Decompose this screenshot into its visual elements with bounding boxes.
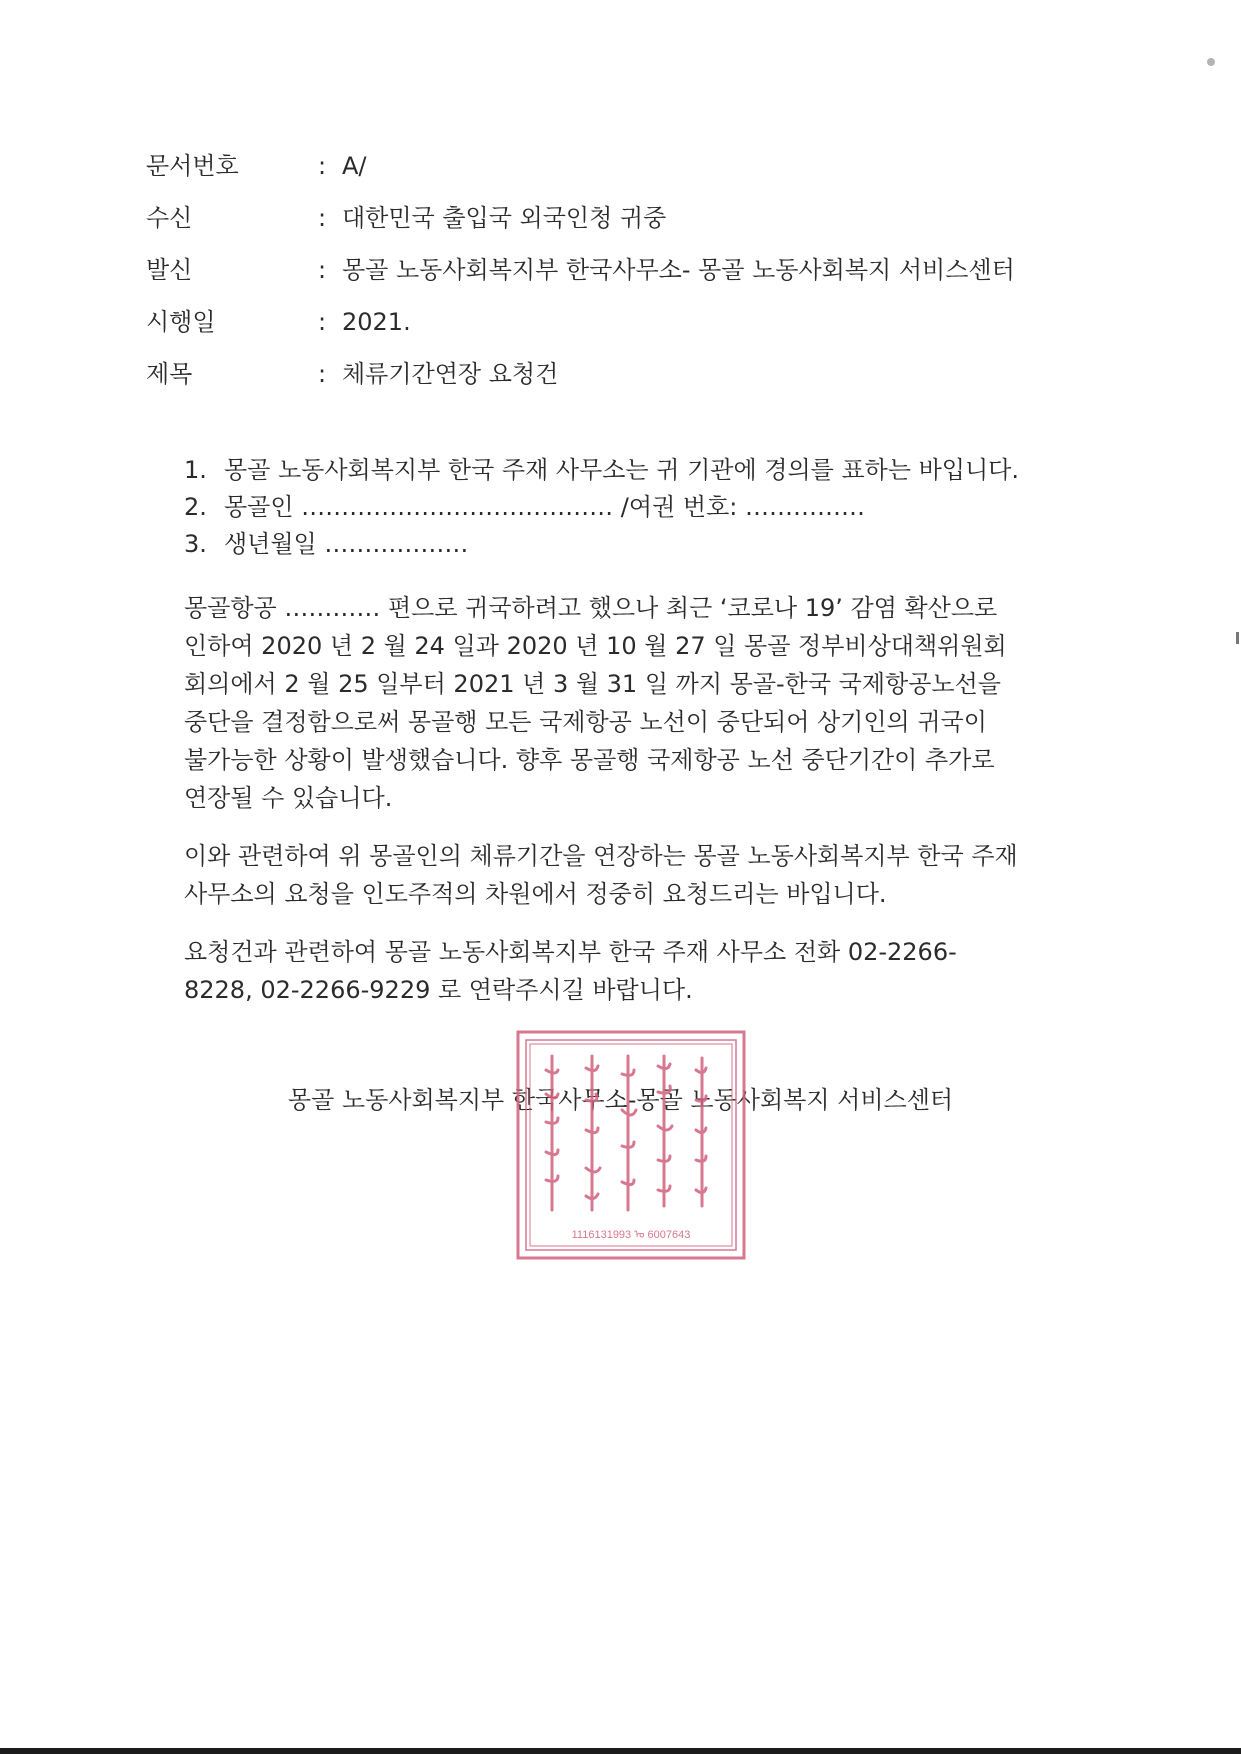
header-value: 대한민국 출입국 외국인청 귀중 [342, 204, 667, 232]
header-value: 체류기간연장 요청건 [342, 360, 559, 388]
header-row-subject [146, 348, 1146, 400]
list-item-number: 1. [184, 456, 207, 484]
list-item [184, 526, 1084, 563]
header-label: 문서번호 [146, 152, 239, 180]
body-paragraph-flight: 몽골항공 ………… 편으로 귀국하려고 했으나 최근 ‘코로나 19’ 감염 확산으로 인하여 2020 년 2 월 24 일과 2020 년 10 월 27 일 몽골 정부비상대책위원회 회의에서 2 월 25 일부터 2021 년 3 월 31 일 까지 몽골-한국 국제항공노선을 중단을 결정함으로써 몽골행 모든 국제항공 노선이 중단되어 상기인의 귀국이 불가능한 상황이 발생했습니다. 향후 몽골행 국제항공 노선 중단기간이 추가로 연장될 수 있습니다. [184, 594, 1007, 812]
header-value: 몽골 노동사회복지부 한국사무소- 몽골 노동사회복지 서비스센터 [342, 256, 1015, 284]
header-label: 수신 [146, 204, 193, 232]
list-item-number: 2. [184, 493, 207, 521]
header-value: A/ [342, 152, 367, 180]
list-item [184, 489, 1084, 526]
scan-speck [1207, 58, 1215, 66]
header-row-date [146, 296, 1146, 348]
body-paragraph-request: 이와 관련하여 위 몽골인의 체류기간을 연장하는 몽골 노동사회복지부 한국 주재 사무소의 요청을 인도주적의 차원에서 정중히 요청드리는 바입니다. [184, 842, 1018, 908]
list-item-text: 몽골인 ………………………………… /여권 번호: …………… [224, 493, 865, 521]
header-row-recipient [146, 192, 1146, 244]
list-item-text: 몽골 노동사회복지부 한국 주재 사무소는 귀 기관에 경의를 표하는 바입니다. [224, 456, 1019, 484]
header-row-sender [146, 244, 1146, 296]
scan-mark [1236, 632, 1239, 644]
header-colon: : [318, 308, 327, 336]
scan-edge [0, 1748, 1241, 1754]
header-colon: : [318, 256, 327, 284]
header-label: 시행일 [146, 308, 216, 336]
list-item-number: 3. [184, 530, 207, 558]
header-value: 2021. [342, 308, 411, 336]
list-item [184, 452, 1084, 489]
list-item-text: 생년월일 ……………… [224, 530, 469, 558]
body-paragraph-contact: 요청건과 관련하여 몽골 노동사회복지부 한국 주재 사무소 전화 02-2266- 8228, 02-2266-9229 로 연락주시길 바랍니다. [184, 938, 957, 1004]
official-seal [516, 1030, 746, 1260]
header-colon: : [318, 152, 327, 180]
header-row-doc-number [146, 140, 1146, 192]
header-colon: : [318, 204, 327, 232]
header-colon: : [318, 360, 327, 388]
header-label: 발신 [146, 256, 193, 284]
signature-line: 몽골 노동사회복지부 한국사무소-몽골 노동사회복지 서비스센터 [287, 1086, 954, 1114]
seal-number: 1116131993 ᠤ 6007643 [571, 1229, 691, 1241]
document-header [146, 140, 1146, 400]
document-body [184, 452, 1084, 1009]
header-label: 제목 [146, 360, 193, 388]
